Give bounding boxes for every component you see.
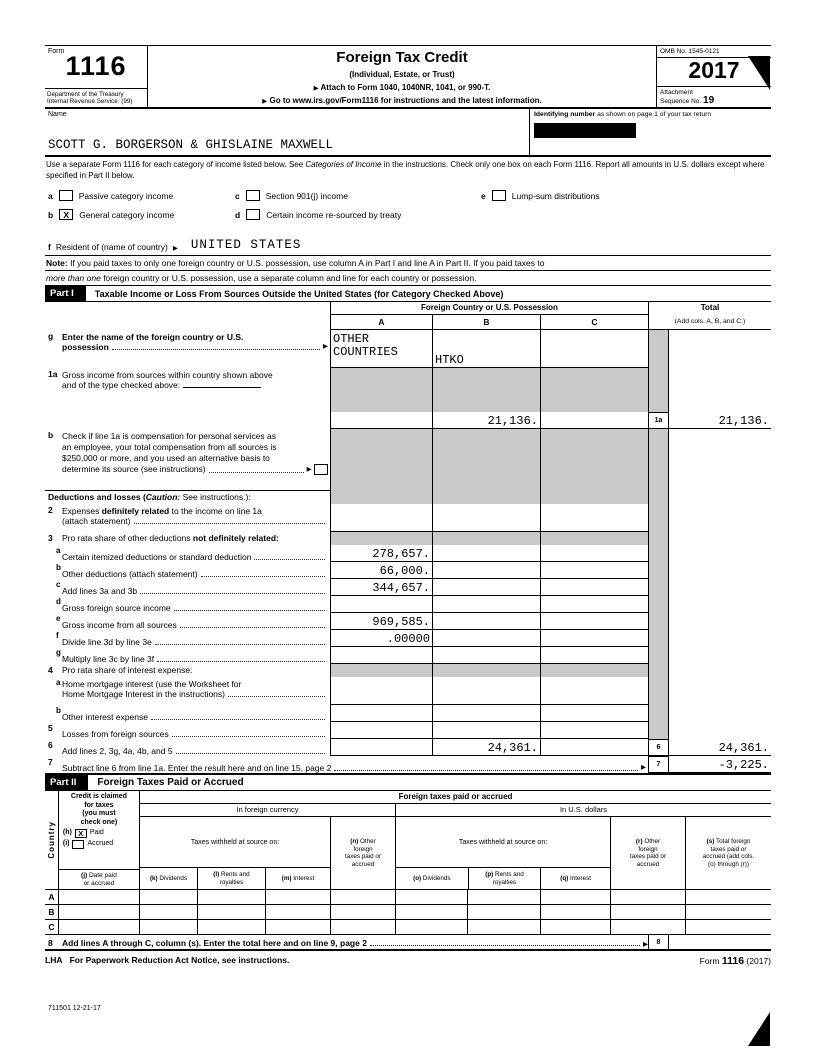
entry-rowC-l[interactable] xyxy=(197,919,265,934)
entry-6-colB[interactable]: 24,361. xyxy=(432,739,540,756)
entry-rowC-m[interactable] xyxy=(265,919,330,934)
entry-rowA-r[interactable] xyxy=(610,889,685,904)
dotted-leader xyxy=(140,593,325,594)
identifying-number-cell xyxy=(529,109,771,155)
line-ref-box-8: 8 xyxy=(648,935,668,949)
form-1116-page xyxy=(45,45,771,967)
entry-3b-colA[interactable]: 66,000. xyxy=(330,562,432,579)
arrow-icon: ▶ xyxy=(172,245,178,252)
arrow-icon: ▶ xyxy=(262,98,268,105)
entry-3b-colC[interactable] xyxy=(540,562,648,579)
entry-rowC-q[interactable] xyxy=(540,919,610,934)
shaded-strip xyxy=(648,613,668,630)
entry-5-colC[interactable] xyxy=(540,722,648,739)
entry-rowA-s[interactable] xyxy=(685,889,771,904)
column-c-header: C xyxy=(540,315,648,330)
taxpayer-name-field[interactable]: SCOTT G. BORGERSON & GHISLAINE MAXWELL xyxy=(48,138,334,152)
part1-line-3: 3 Pro rata share of other deductions not definitely related: xyxy=(45,532,771,545)
shaded-cell xyxy=(432,491,540,504)
entry-4a-colB[interactable] xyxy=(432,677,540,705)
entry-3d-colB[interactable] xyxy=(432,596,540,613)
col-n-header: (n) Other foreign taxes paid or accrued xyxy=(330,817,395,889)
entry-rowA-k[interactable] xyxy=(140,889,197,904)
arrow-icon: ▶ xyxy=(643,941,648,948)
part1-line-3b: b Other deductions (attach statement) 66,000. xyxy=(45,562,771,579)
in-foreign-currency-header: In foreign currency xyxy=(140,804,395,817)
shaded-cell xyxy=(540,429,648,491)
entry-rowB-o[interactable] xyxy=(395,904,467,919)
part1-line-4b: b Other interest expense xyxy=(45,705,771,722)
total-g-cell xyxy=(668,330,771,368)
resident-line xyxy=(45,236,771,256)
category-b-label: General category income xyxy=(79,209,175,220)
part1-line-b: b Check if line 1a is compensation for personal services as an employee, your total compensation from all sources is $250,000 or more, and you used an alternative basis to determine its source (see instructions) ▶ xyxy=(45,429,771,491)
attachment-sequence: Attachment Sequence No. 19 xyxy=(660,89,715,106)
entry-rowA-o[interactable] xyxy=(395,889,467,904)
entry-rowA-date[interactable] xyxy=(59,889,139,904)
entry-2-colC[interactable] xyxy=(540,504,648,532)
part1-line-1a-label: 1a Gross income from sources within country shown above and of the type checked above: xyxy=(45,368,771,412)
part1-line-5: 5 Losses from foreign sources xyxy=(45,722,771,739)
entry-3a-colC[interactable] xyxy=(540,545,648,562)
entry-rowC-k[interactable] xyxy=(140,919,197,934)
country-column xyxy=(45,791,58,934)
part1-line-3g: g Multiply line 3c by line 3f xyxy=(45,647,771,664)
dept-line1: Department of the Treasury xyxy=(47,90,124,98)
shaded-cell xyxy=(540,368,648,412)
shaded-cell xyxy=(330,532,432,545)
entry-5-colA[interactable] xyxy=(330,722,432,739)
entry-rowA-m[interactable] xyxy=(265,889,330,904)
shaded-cell xyxy=(540,532,648,545)
shaded-strip xyxy=(648,330,668,368)
dotted-leader xyxy=(334,770,638,771)
resident-country-field[interactable]: UNITED STATES xyxy=(190,238,302,252)
entry-rowB-s[interactable] xyxy=(685,904,771,919)
part2-row-a xyxy=(140,889,771,904)
shaded-strip xyxy=(648,677,668,705)
blank-entry-line[interactable] xyxy=(183,380,261,388)
part1-line-3f: f Divide line 3d by line 3e .00000 xyxy=(45,630,771,647)
entry-3e-colC[interactable] xyxy=(540,613,648,630)
part1-line-3a: a Certain itemized deductions or standard deduction 278,657. xyxy=(45,545,771,562)
entry-2-colB[interactable] xyxy=(432,504,540,532)
dotted-leader xyxy=(134,523,325,524)
entry-g-colB[interactable]: HTKO xyxy=(432,330,540,368)
line-number: b xyxy=(48,430,54,440)
category-a-label: Passive category income xyxy=(78,190,174,201)
foreign-taxes-header: Foreign taxes paid or accrued xyxy=(140,791,771,804)
entry-rowA-l[interactable] xyxy=(197,889,265,904)
category-e: e Lump-sum distributions xyxy=(481,190,600,201)
form-title-block xyxy=(148,46,657,107)
entry-4b-colA[interactable] xyxy=(330,705,432,722)
entry-3a-colB[interactable] xyxy=(432,545,540,562)
shaded-cell xyxy=(432,532,540,545)
part1-line-4a: a Home mortgage interest (use the Worksheet for Home Mortgage Interest in the instructions) xyxy=(45,677,771,705)
part1-table xyxy=(45,302,771,775)
shaded-strip xyxy=(648,545,668,562)
tax-year: 2017 xyxy=(657,58,771,87)
arrow-icon: ▶ xyxy=(641,764,646,771)
entry-4a-colC[interactable] xyxy=(540,677,648,705)
part2-title: Foreign Taxes Paid or Accrued xyxy=(97,777,244,788)
entry-rowB-q[interactable] xyxy=(540,904,610,919)
part2-badge: Part II xyxy=(45,775,88,790)
category-c-label: Section 901(j) income xyxy=(265,190,348,201)
foreign-country-group-header: Foreign Country or U.S. Possession xyxy=(330,302,648,315)
arrow-icon: ▶ xyxy=(306,466,312,473)
entry-rowB-k[interactable] xyxy=(140,904,197,919)
entry-rowB-m[interactable] xyxy=(265,904,330,919)
resident-label: Resident of (name of country) xyxy=(55,242,168,252)
line-number: 2 xyxy=(48,505,53,515)
column-a-header: A xyxy=(330,315,432,330)
entry-3g-colA[interactable] xyxy=(330,647,432,664)
checkbox-resourced-treaty[interactable] xyxy=(246,209,260,220)
entry-rowC-r[interactable] xyxy=(610,919,685,934)
part2-bar xyxy=(45,775,771,791)
entry-3c-colA[interactable]: 344,657. xyxy=(330,579,432,596)
entry-4a-colA[interactable] xyxy=(330,677,432,705)
entry-rowC-p[interactable] xyxy=(467,919,540,934)
line-number: 1a xyxy=(48,369,58,379)
column-headers xyxy=(140,817,771,889)
identifying-number-label: Identifying number as shown on page 1 of your tax return xyxy=(534,111,712,118)
form-word: Form xyxy=(48,48,65,55)
form-footer-id: Form 1116 (2017) xyxy=(699,955,771,967)
col-o-header: (o) Dividends xyxy=(396,867,468,889)
checkbox-passive-category[interactable] xyxy=(59,190,73,201)
entry-g-colC[interactable] xyxy=(540,330,648,368)
withheld-foreign-label: Taxes withheld at source on: xyxy=(190,838,280,846)
dotted-leader xyxy=(172,736,325,737)
entry-3f-colB[interactable] xyxy=(432,630,540,647)
form-header xyxy=(45,45,771,109)
entry-3c-colC[interactable] xyxy=(540,579,648,596)
shaded-cell xyxy=(432,664,540,677)
line-number: g xyxy=(48,331,54,341)
entry-3b-colB[interactable] xyxy=(432,562,540,579)
shaded-strip xyxy=(648,630,668,647)
entry-6-colC[interactable] xyxy=(540,739,648,756)
form-number: 1116 xyxy=(65,51,127,81)
category-d: d Certain income re-sourced by treaty xyxy=(235,209,402,220)
total-header: Total xyxy=(648,302,771,315)
shaded-cell xyxy=(330,491,432,504)
omb-number: OMB No. 1545-0121 xyxy=(657,46,771,58)
category-e-label: Lump-sum distributions xyxy=(511,190,600,201)
entry-g-colA[interactable]: OTHER COUNTRIES xyxy=(330,330,432,368)
dotted-leader xyxy=(112,349,320,350)
part2-row-c xyxy=(140,919,771,934)
line-ref-box-6: 6 xyxy=(648,739,668,756)
shaded-strip xyxy=(648,429,668,491)
registration-mark-top xyxy=(748,56,770,90)
line-ref-box-1a: 1a xyxy=(648,412,668,429)
entry-4b-colB[interactable] xyxy=(432,705,540,722)
shaded-strip xyxy=(648,596,668,613)
part2-table xyxy=(45,791,771,935)
goto-line: ▶ Go to www.irs.gov/Form1116 for instructions and the latest information. xyxy=(262,96,542,105)
shaded-cell xyxy=(330,664,432,677)
line-ref-box-7: 7 xyxy=(648,756,668,773)
department-block xyxy=(45,88,147,107)
entry-3f-colC[interactable] xyxy=(540,630,648,647)
entry-1a-colB[interactable]: 21,136. xyxy=(432,412,540,429)
entry-rowC-n[interactable] xyxy=(330,919,395,934)
entry-1a-colA[interactable] xyxy=(330,412,432,429)
checkbox-alternative-basis[interactable] xyxy=(314,464,328,475)
entry-3g-colC[interactable] xyxy=(540,647,648,664)
dotted-leader xyxy=(176,753,325,754)
dotted-leader xyxy=(151,719,325,720)
entry-rowA-q[interactable] xyxy=(540,889,610,904)
row-a-letter: A xyxy=(45,889,58,904)
dotted-leader xyxy=(180,627,325,628)
name-cell xyxy=(45,109,529,155)
entry-3f-colA[interactable]: .00000 xyxy=(330,630,432,647)
shaded-cell xyxy=(330,429,432,491)
entry-3e-colA[interactable]: 969,585. xyxy=(330,613,432,630)
form-title: Foreign Tax Credit xyxy=(336,49,468,66)
deductions-header-row: Deductions and losses (Caution: See instructions.): xyxy=(45,491,771,504)
page-footer xyxy=(45,951,771,967)
entry-rowB-l[interactable] xyxy=(197,904,265,919)
col-j-header: (j) Date paid or accrued xyxy=(59,869,139,889)
part1-badge: Part I xyxy=(45,286,86,301)
dotted-leader xyxy=(228,696,325,697)
category-checkboxes xyxy=(45,183,771,232)
entry-rowC-s[interactable] xyxy=(685,919,771,934)
entry-rowA-p[interactable] xyxy=(467,889,540,904)
entry-3d-colC[interactable] xyxy=(540,596,648,613)
entry-3g-colB[interactable] xyxy=(432,647,540,664)
sequence-number: 19 xyxy=(703,94,715,106)
part1-line-4: 4 Pro rata share of interest expense: xyxy=(45,664,771,677)
line-g-label1: Enter the name of the foreign country or U.S. xyxy=(62,332,244,342)
name-label: Name xyxy=(48,111,67,118)
total-6[interactable]: 24,361. xyxy=(668,739,771,756)
entry-rowB-n[interactable] xyxy=(330,904,395,919)
col-s-header: (s) Total foreign taxes paid or accrued (add cols. (o) through (r)) xyxy=(685,817,771,889)
entry-rowC-date[interactable] xyxy=(59,919,139,934)
dotted-leader xyxy=(209,472,304,473)
checkbox-accrued[interactable] xyxy=(72,840,84,849)
entry-rowA-n[interactable] xyxy=(330,889,395,904)
column-b-header: B xyxy=(432,315,540,330)
entry-rowB-r[interactable] xyxy=(610,904,685,919)
entry-3d-colA[interactable] xyxy=(330,596,432,613)
country-vertical-label: Country xyxy=(46,821,56,859)
note-line2: more than one foreign country or U.S. possession, use a separate column and line for each country or possession. xyxy=(45,271,771,286)
entry-rowB-p[interactable] xyxy=(467,904,540,919)
note-line1: Note: If you paid taxes to only one foreign country or U.S. possession, use column A in Part I and line A in Part II. If you paid taxes to xyxy=(45,256,771,271)
in-us-dollars-header: In U.S. dollars xyxy=(395,804,771,817)
entry-8-total[interactable] xyxy=(668,935,771,949)
category-b: b X General category income xyxy=(48,209,175,220)
col-r-header: (r) Other foreign taxes paid or accrued xyxy=(610,817,685,889)
total-subheader: (Add cols. A, B, and C.) xyxy=(648,315,771,330)
category-a: a Passive category income xyxy=(48,190,174,201)
entry-rowC-o[interactable] xyxy=(395,919,467,934)
dotted-leader xyxy=(157,661,325,662)
part1-line-3d: d Gross foreign source income xyxy=(45,596,771,613)
col-l-header: (l) Rents and royalties xyxy=(197,867,265,889)
part1-line-3e: e Gross income from all sources 969,585. xyxy=(45,613,771,630)
resident-letter: f xyxy=(48,242,51,252)
checkbox-section-901j[interactable] xyxy=(246,190,260,201)
part1-line-6: 6 Add lines 2, 3g, 4a, 4b, and 5 24,361. 6 24,361. xyxy=(48,740,769,756)
entry-3e-colB[interactable] xyxy=(432,613,540,630)
entry-3c-colB[interactable] xyxy=(432,579,540,596)
part1-line-3c: c Add lines 3a and 3b 344,657. xyxy=(45,579,771,596)
part1-title: Taxable Income or Loss From Sources Outside the United States (for Category Checked Above) xyxy=(94,288,504,299)
row-b-letter: B xyxy=(45,904,58,919)
entry-3a-colA[interactable]: 278,657. xyxy=(330,545,432,562)
entry-5-colB[interactable] xyxy=(432,722,540,739)
form-number-block xyxy=(45,46,148,107)
attach-line: ▶ Attach to Form 1040, 1040NR, 1041, or 990-T. xyxy=(313,83,491,92)
form-subtitle: (Individual, Estate, or Trust) xyxy=(349,70,455,79)
dotted-leader xyxy=(254,559,325,560)
part1-line-1a-amounts xyxy=(45,412,771,429)
checkbox-lump-sum[interactable] xyxy=(492,190,506,201)
part1-line-7: 7 Subtract line 6 from line 1a. Enter the result here and on line 15, page 2 ▶ 7 -3,225. xyxy=(48,757,769,773)
taxpayer-row xyxy=(45,109,771,157)
registration-mark-bottom xyxy=(748,1012,770,1046)
shaded-cell xyxy=(540,491,648,504)
identifying-number-redacted xyxy=(534,123,636,138)
shaded-strip xyxy=(648,368,668,412)
shaded-cell xyxy=(432,429,540,491)
part1-line-2: 2 Expenses definitely related to the income on line 1a (attach statement) xyxy=(45,504,771,532)
credit-claimed-box: Credit is claimed for taxes (you must check one) (h) X Paid (i) Accrued xyxy=(62,793,127,848)
shaded-strip xyxy=(648,664,668,677)
print-code: 711501 12-21-17 xyxy=(48,1005,101,1012)
arrow-icon: ▶ xyxy=(323,343,328,350)
line-g-label2: possession xyxy=(62,342,109,352)
entry-4b-colC[interactable] xyxy=(540,705,648,722)
col-p-header: (p) Rents and royalties xyxy=(468,867,541,889)
shaded-strip xyxy=(648,562,668,579)
category-c: c Section 901(j) income xyxy=(235,190,348,201)
total-7[interactable]: -3,225. xyxy=(668,756,771,773)
part1-line-g xyxy=(45,330,771,368)
shaded-cell xyxy=(432,368,540,412)
shaded-strip xyxy=(648,647,668,664)
credit-claimed-column xyxy=(58,791,139,934)
total-1a[interactable]: 21,136. xyxy=(668,412,771,429)
shaded-cell xyxy=(540,664,648,677)
dept-line2: Internal Revenue Service (99) xyxy=(47,97,133,105)
arrow-icon: ▶ xyxy=(313,85,319,92)
part2-row-b xyxy=(140,904,771,919)
checkbox-general-category[interactable]: X xyxy=(59,209,73,220)
entry-rowB-date[interactable] xyxy=(59,904,139,919)
dotted-leader xyxy=(174,610,325,611)
shaded-strip xyxy=(648,705,668,722)
row-c-letter: C xyxy=(45,919,58,934)
shaded-cell xyxy=(330,368,432,412)
part1-bar xyxy=(45,286,771,302)
category-d-label: Certain income re-sourced by treaty xyxy=(266,209,402,220)
dotted-leader xyxy=(370,945,640,946)
part1-header-row1 xyxy=(45,302,771,315)
entry-2-colA[interactable] xyxy=(330,504,432,532)
category-instructions: Use a separate Form 1116 for each category of income listed below. See Categories of Income in the instructions. Check only one box on each Form 1116. Report all amounts in U.S. dollars except where specified in Part II below. xyxy=(46,160,765,180)
shaded-strip xyxy=(648,532,668,545)
part1-header-row2 xyxy=(45,315,771,330)
currency-headers xyxy=(140,804,771,817)
shaded-strip xyxy=(648,722,668,739)
col-m-header: (m) Interest xyxy=(265,867,330,889)
checkbox-paid[interactable]: X xyxy=(75,829,87,838)
shaded-strip xyxy=(648,579,668,596)
shaded-strip xyxy=(648,491,668,504)
dotted-leader xyxy=(155,644,325,645)
shaded-strip xyxy=(648,504,668,532)
dotted-leader xyxy=(201,576,325,577)
withheld-us-label: Taxes withheld at source on: xyxy=(458,838,548,846)
col-k-header: (k) Dividends xyxy=(140,867,197,889)
part2-line-8: 8 Add lines A through C, column (s). Enter the total here and on line 9, page 2 ▶ 8 xyxy=(45,935,771,951)
entry-6-colA[interactable] xyxy=(330,739,432,756)
line-number: 3 xyxy=(48,533,53,543)
part2-main-grid xyxy=(139,791,771,934)
entry-1a-colC[interactable] xyxy=(540,412,648,429)
col-q-header: (q) Interest xyxy=(540,867,610,889)
paperwork-notice: LHA For Paperwork Reduction Act Notice, see instructions. xyxy=(45,955,290,965)
